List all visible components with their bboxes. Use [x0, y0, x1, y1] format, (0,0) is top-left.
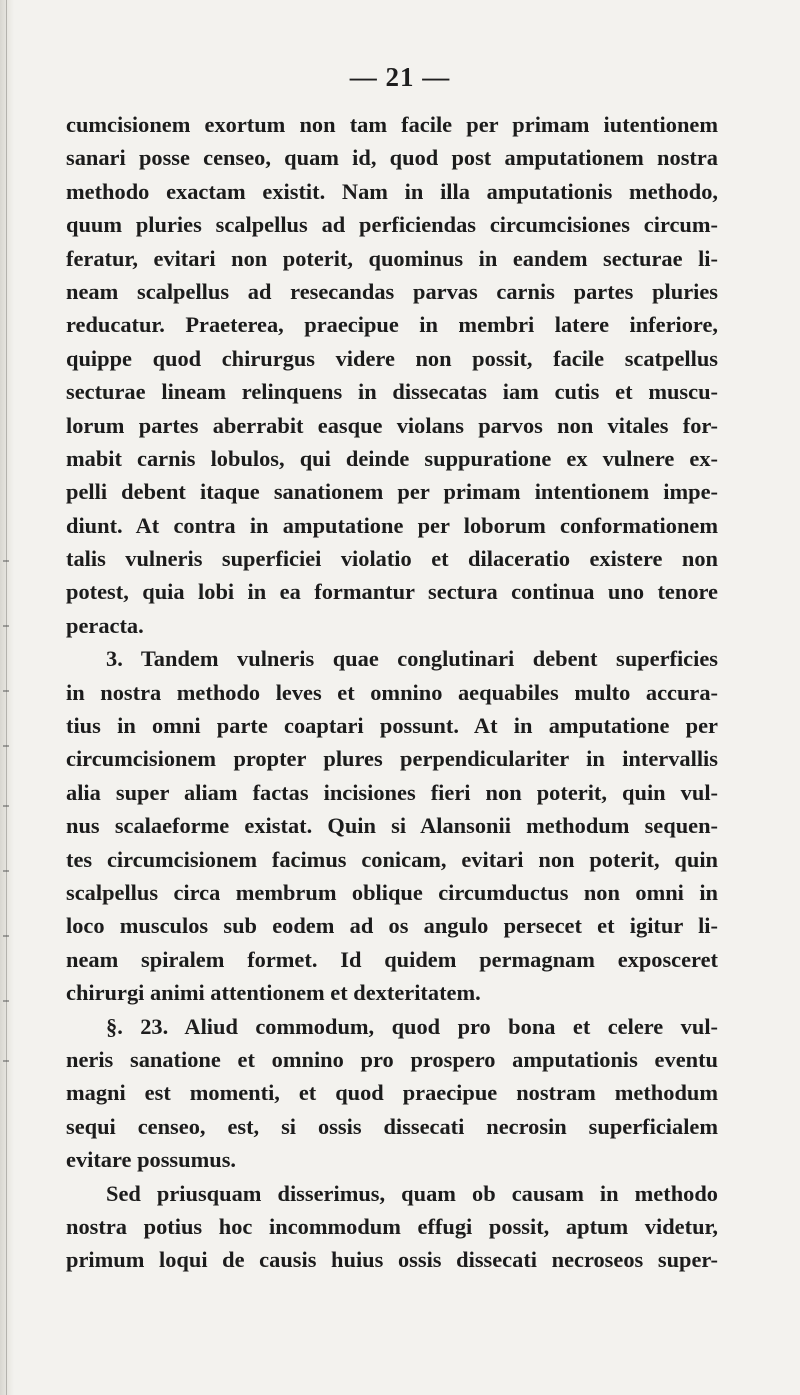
text-line: peracta. — [66, 612, 144, 638]
edge-mark — [3, 745, 9, 747]
edge-mark — [3, 935, 9, 937]
text-line: sequi censeo, est, si ossis dissecati necrosin superficialem — [66, 1113, 718, 1139]
text-line: in nostra methodo leves et omnino aequabiles multo accura- — [66, 679, 718, 705]
text-line: nostra potius hoc incommodum effugi possit, aptum videtur, — [66, 1213, 718, 1239]
body-text — [66, 108, 718, 1277]
text-line: primum loqui de causis huius ossis dissecati necroseos super- — [66, 1247, 718, 1273]
text-line: feratur, evitari non poterit, quominus in eandem secturae li- — [66, 245, 718, 271]
text-line: chirurgi animi attentionem et dexteritatem. — [66, 980, 481, 1006]
edge-marks — [0, 0, 12, 1395]
edge-mark — [3, 805, 9, 807]
text-line: talis vulneris superficiei violatio et dilaceratio existere non — [66, 546, 718, 572]
edge-mark — [3, 1000, 9, 1002]
text-line: tes circumcisionem facimus conicam, evitari non poterit, quin — [66, 846, 718, 872]
text-line: secturae lineam relinquens in dissecatas iam cutis et muscu- — [66, 379, 718, 405]
text-line: neam spiralem formet. Id quidem permagnam exposceret — [66, 946, 718, 972]
text-line: 3. Tandem vulneris quae conglutinari debent superficies — [106, 646, 718, 672]
page-number: — 21 — — [349, 62, 451, 92]
text-line: tius in omni parte coaptari possunt. At in amputatione per — [66, 713, 718, 739]
text-line: diunt. At contra in amputatione per loborum conformationem — [66, 512, 718, 538]
text-line: mabit carnis lobulos, qui deinde suppuratione ex vulnere ex- — [66, 445, 718, 471]
text-line: alia super aliam factas incisiones fieri non poterit, quin vul- — [66, 779, 718, 805]
text-line: magni est momenti, et quod praecipue nostram methodum — [66, 1080, 718, 1106]
edge-mark — [3, 1060, 9, 1062]
text-line: evitare possumus. — [66, 1147, 237, 1173]
edge-mark — [3, 560, 9, 562]
text-line: reducatur. Praeterea, praecipue in membri latere inferiore, — [66, 312, 718, 338]
text-line: nus scalaeforme existat. Quin si Alansonii methodum sequen- — [66, 813, 718, 839]
text-line: §. 23. Aliud commodum, quod pro bona et celere vul- — [106, 1013, 718, 1039]
text-line: quum pluries scalpellus ad perficiendas circumcisiones circum- — [66, 212, 718, 238]
text-line: circumcisionem propter plures perpendiculariter in intervallis — [66, 746, 718, 772]
text-line: pelli debent itaque sanationem per primam intentionem impe- — [66, 479, 718, 505]
text-line: neam scalpellus ad resecandas parvas carnis partes pluries — [66, 278, 718, 304]
text-line: lorum partes aberrabit easque violans parvos non vitales for- — [66, 412, 718, 438]
text-line: Sed priusquam disserimus, quam ob causam in methodo — [106, 1180, 718, 1206]
text-line: scalpellus circa membrum oblique circumductus non omni in — [66, 879, 718, 905]
text-line: loco musculos sub eodem ad os angulo persecet et igitur li- — [66, 913, 718, 939]
edge-mark — [3, 690, 9, 692]
text-line: neris sanatione et omnino pro prospero amputationis eventu — [66, 1046, 718, 1072]
text-line: cumcisionem exortum non tam facile per primam iutentionem — [66, 112, 718, 137]
text-line: quippe quod chirurgus videre non possit, facile scatpellus — [66, 345, 718, 371]
edge-mark — [3, 870, 9, 872]
text-line: potest, quia lobi in ea formantur sectura continua uno tenore — [66, 579, 718, 605]
edge-mark — [3, 625, 9, 627]
text-line: sanari posse censeo, quam id, quod post amputationem nostra — [66, 145, 718, 171]
text-line: methodo exactam existit. Nam in illa amputationis methodo, — [66, 178, 718, 204]
